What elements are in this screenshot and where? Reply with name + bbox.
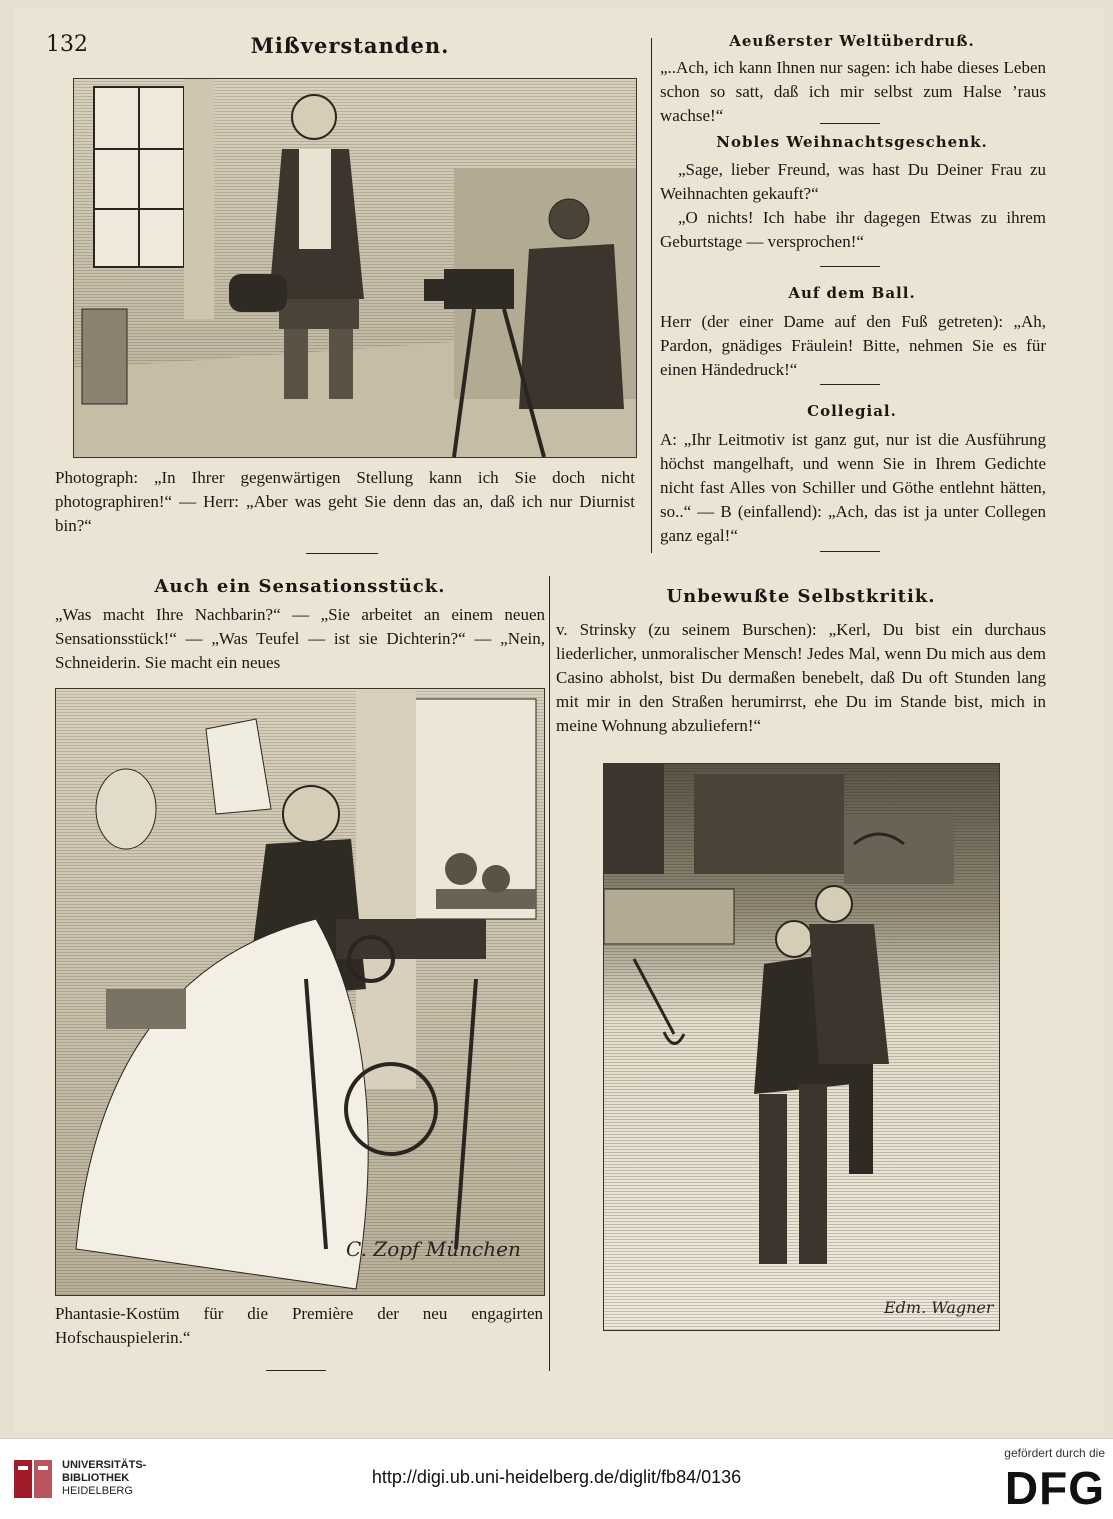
text-selbstkritik: v. Strinsky (zu seinem Burschen): „Kerl, Du bist ein durchaus liederlicher, unmoralischer Mensch! Jedes Mal, wenn Du mich aus dem Casino abholst, bist Du dermaßen benebelt, daß Du oft Stunden lang mit mir in den Straßen herumirrst, ehe Du im Stande bist, mich in meine Wohnung abzuliefern!“ [556, 620, 1046, 735]
weihnacht-para-1: „Sage, lieber Freund, was hast Du Deiner Frau zu Weihnachten gekauft?“ [660, 160, 1046, 203]
signature-zopf: C. Zopf München [346, 1237, 521, 1261]
signature-wagner: Edm. Wagner [884, 1298, 994, 1317]
library-name-line2: BIBLIOTHEK [62, 1472, 130, 1484]
funded-by-label: gefördert durch die [1004, 1446, 1105, 1460]
library-name-line3: HEIDELBERG [62, 1485, 133, 1497]
title-ball: Auf dem Ball. [788, 284, 916, 302]
title-sensation: Auch ein Sensationsstück. [154, 576, 446, 597]
weihnacht-para-2: „O nichts! Ich habe ihr dagegen Etwas zu ihrem Geburtstage — versprochen!“ [660, 208, 1046, 251]
caption-sensation: Phantasie-Kostüm für die Première der neu engagirten Hofschauspielerin.“ [55, 1304, 543, 1347]
divider [820, 551, 880, 552]
divider [820, 266, 880, 267]
illustration-photographer [73, 78, 637, 458]
title-weltueberdruss: Aeußerster Weltüberdruß. [729, 32, 975, 50]
column-divider-top [651, 38, 652, 553]
text-collegial: A: „Ihr Leitmotiv ist ganz gut, nur ist die Ausführung höchst mangelhaft, und wenn Sie in Ihrem Gedichte nicht fast Alles von Schiller und Göthe entlehnt hätten, so..“ — B (einfallend): „Ach, das ist ja unter Collegen ganz egal!“ [660, 430, 1046, 545]
text-weihnacht [660, 158, 1046, 254]
title-weihnacht: Nobles Weihnachtsgeschenk. [716, 133, 988, 151]
footer-bar [0, 1438, 1113, 1519]
illustration-seamstress [55, 688, 545, 1296]
divider [820, 123, 880, 124]
dfg-logo: DFG [1004, 1462, 1105, 1514]
divider [306, 553, 378, 554]
text-ball: Herr (der einer Dame auf den Fuß getreten): „Ah, Pardon, gnädiges Fräulein! Bitte, nehmen Sie es für einen Händedruck!“ [660, 312, 1046, 379]
illustration-street-night [603, 763, 1000, 1331]
text-sensation: „Was macht Ihre Nachbarin?“ — „Sie arbeitet an einem neuen Sensationsstück!“ — „Was Teufel — ist sie Dichterin?“ — „Nein, Schneiderin. Sie macht ein neues [55, 605, 545, 672]
column-divider-bottom [549, 576, 550, 1371]
text-weltueberdruss: „..Ach, ich kann Ihnen nur sagen: ich habe dieses Leben schon so satt, daß ich mir selbst zum Halse ’raus wachse!“ [660, 58, 1046, 125]
title-selbstkritik: Unbewußte Selbstkritik. [666, 586, 936, 607]
caption-missverstanden: Photograph: „In Ihrer gegenwärtigen Stellung kann ich Sie doch nicht photographiren!“ — Herr: „Aber was geht Sie denn das an, daß ich nur Diurnist bin?“ [55, 468, 635, 535]
page-number: 132 [46, 32, 88, 57]
divider [820, 384, 880, 385]
title-collegial: Collegial. [807, 402, 897, 420]
divider [266, 1370, 326, 1371]
library-name-line1: UNIVERSITÄTS- [62, 1459, 147, 1471]
title-missverstanden: Mißverstanden. [250, 33, 450, 58]
permalink-url[interactable]: http://digi.ub.uni-heidelberg.de/diglit/fb84/0136 [371, 1467, 742, 1487]
